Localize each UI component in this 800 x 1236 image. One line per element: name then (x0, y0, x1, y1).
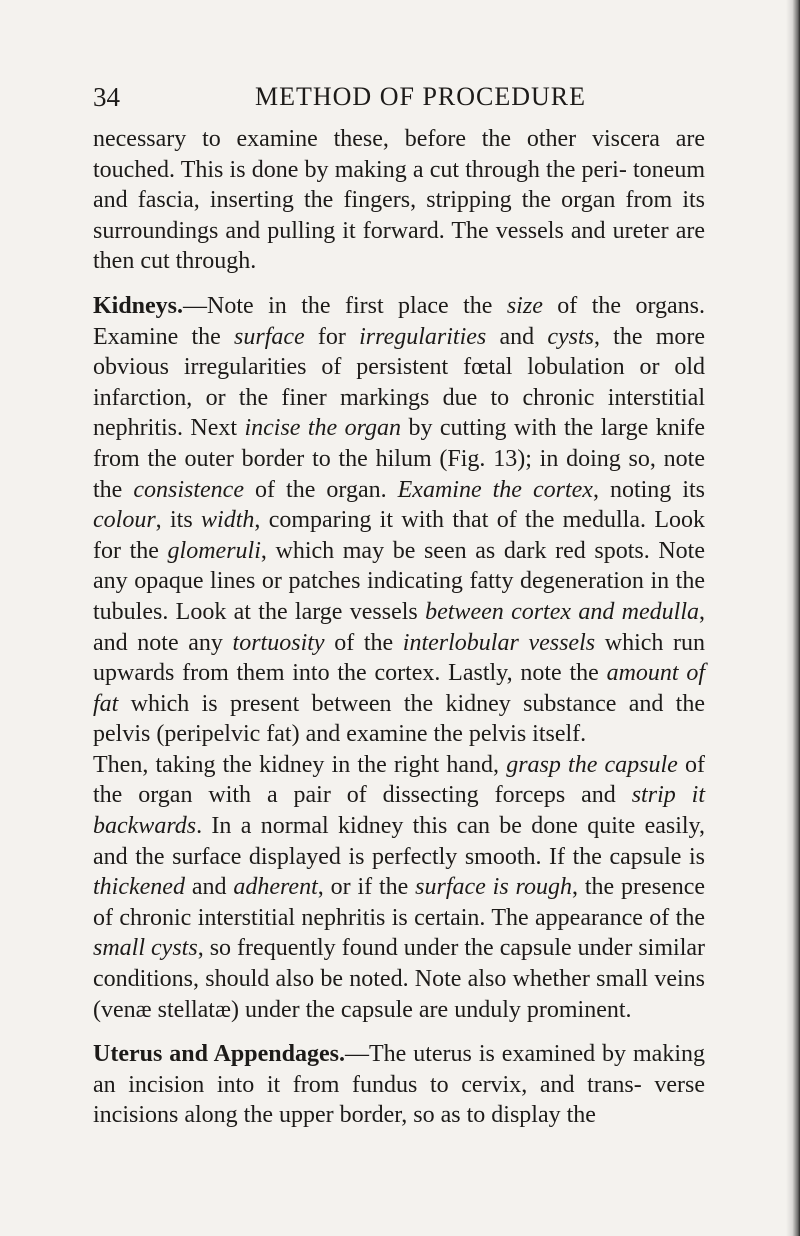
body-text (93, 124, 705, 1131)
paragraph-continuation: necessary to examine these, before the other viscera are touched. This is done by making a cut through the peri- toneum and fascia, inserting the fingers, stripping the organ from its surroundings and pulling it forward. The vessels and ureter are then cut through. (93, 126, 705, 275)
page-header (93, 82, 723, 112)
paragraph-uterus: Uterus and Appendages.—The uterus is examined by making an incision into it from fundus to cervix, and trans- verse incisions along the upper border, so as to display the (93, 1041, 705, 1129)
paragraph-kidneys: Kidneys.—Note in the first place the size of the organs. Examine the surface for irregularities and cysts, the more obvious irregularities of persistent fœtal lobulation or old infarction, or the finer markings due to chronic interstitial nephritis. Next incise the organ by cutting with the large knife from the outer border to the hilum (Fig. 13); in doing so, note the consistence of the organ. Examine the cortex, noting its colour, its width, comparing it with that of the medulla. Look for the glomeruli, which may be seen as dark red spots. Note any opaque lines or patches indicating fatty degeneration in the tubules. Look at the large vessels between cortex and medulla, and note any tortuosity of the interlobular vessels which run upwards from them into the cortex. Lastly, note the amount of fat which is present between the kidney substance and the pelvis (peripelvic fat) and examine the pelvis itself. (93, 292, 706, 748)
section-heading-kidneys: Kidneys. (93, 292, 184, 319)
running-head: METHOD OF PROCEDURE (255, 82, 587, 111)
paragraph-capsule: Then, taking the kidney in the right hand, grasp the capsule of the organ with a pair of dissecting forceps and strip it backwards. In a normal kidney this can be done quite easily, and the surface displayed is perfectly smooth. If the capsule is thickened and adherent, or if the surface is rough, the presence of chronic interstitial nephritis is certain. The appearance of the small cysts, so frequently found under the capsule under similar conditions, should also be noted. Note also whether small veins (venæ stellatæ) under the capsule are unduly prominent. (93, 751, 705, 1023)
page-number: 34 (93, 82, 120, 112)
section-heading-uterus: Uterus and Appendages. (93, 1041, 345, 1068)
page-edge-shadow (786, 0, 800, 1236)
